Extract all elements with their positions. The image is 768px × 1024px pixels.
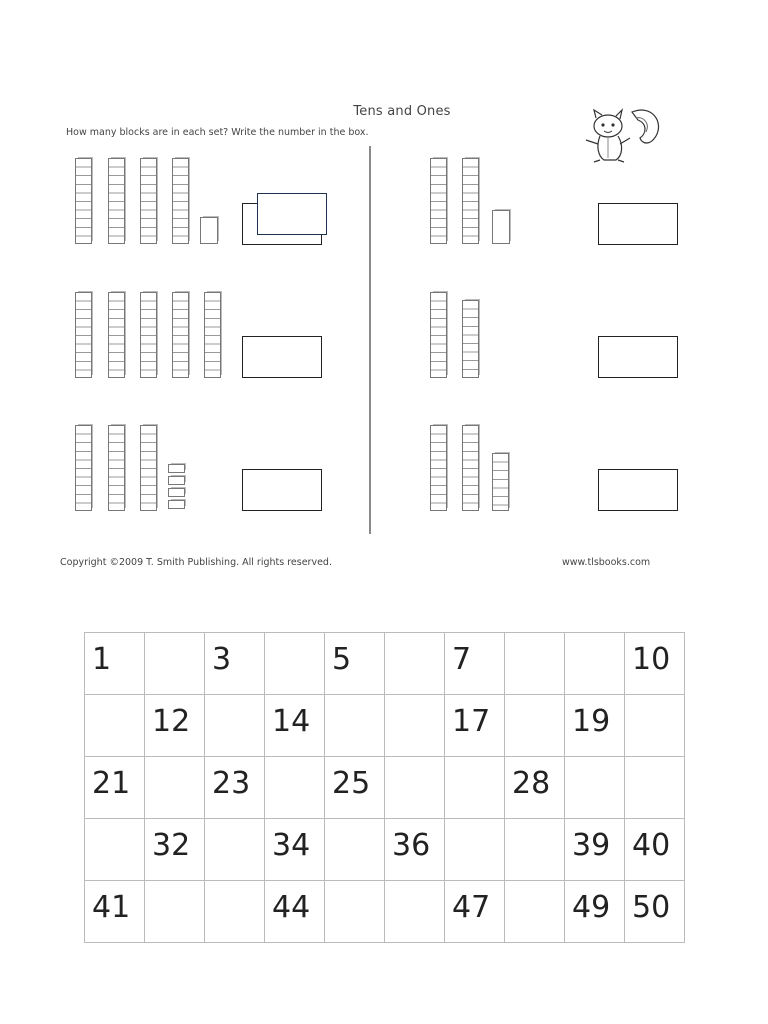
grid-cell[interactable]: 32 [145,819,205,881]
grid-cell[interactable] [505,819,565,881]
tens-rod [430,158,447,244]
grid-cell[interactable]: 7 [445,633,505,695]
ones-cube [168,464,185,473]
grid-cell[interactable] [505,881,565,943]
ones-cube [168,500,185,509]
grid-row [85,881,685,943]
answer-box-right-3[interactable] [598,469,678,511]
grid-cell[interactable]: 5 [325,633,385,695]
grid-cell[interactable]: 40 [625,819,685,881]
grid-cell[interactable]: 1 [85,633,145,695]
grid-cell[interactable] [265,757,325,819]
grid-cell[interactable] [625,695,685,757]
column-divider [369,146,371,534]
grid-cell[interactable]: 28 [505,757,565,819]
grid-cell[interactable]: 19 [565,695,625,757]
tens-rod [172,158,189,244]
grid-cell[interactable]: 50 [625,881,685,943]
grid-cell[interactable]: 21 [85,757,145,819]
tens-rod [172,292,189,378]
grid-cell[interactable] [445,819,505,881]
tens-rod [75,158,92,244]
answer-box-right-1[interactable] [598,203,678,245]
grid-cell[interactable] [565,633,625,695]
grid-cell[interactable]: 47 [445,881,505,943]
grid-cell[interactable] [205,881,265,943]
ones-cube [200,217,218,244]
copyright-notice: Copyright ©2009 T. Smith Publishing. All rights reserved. [60,557,332,568]
worksheet-instructions: How many blocks are in each set? Write the number in the box. [66,127,369,138]
grid-cell[interactable] [505,633,565,695]
tens-rod [204,292,221,378]
tens-rod [462,158,479,244]
grid-cell[interactable] [205,819,265,881]
grid-row [85,819,685,881]
ones-cube [168,488,185,497]
grid-cell[interactable] [205,695,265,757]
grid-cell[interactable] [385,633,445,695]
grid-cell[interactable] [85,819,145,881]
answer-box-right-2[interactable] [598,336,678,378]
grid-cell[interactable] [385,881,445,943]
tens-rod [430,292,447,378]
grid-cell[interactable] [565,757,625,819]
grid-cell[interactable] [385,695,445,757]
tens-rod [108,292,125,378]
grid-cell[interactable] [325,819,385,881]
grid-cell[interactable]: 23 [205,757,265,819]
tens-rod [75,425,92,511]
grid-cell[interactable]: 39 [565,819,625,881]
grid-cell[interactable]: 36 [385,819,445,881]
answer-box-left-3[interactable] [242,469,322,511]
grid-cell[interactable] [145,633,205,695]
tens-rod [75,292,92,378]
grid-cell[interactable]: 17 [445,695,505,757]
grid-row [85,633,685,695]
worksheet-title: Tens and Ones [353,104,451,119]
grid-cell[interactable] [325,695,385,757]
number-grid [84,632,685,943]
grid-cell[interactable] [265,633,325,695]
grid-cell[interactable] [325,881,385,943]
tens-rod [492,453,509,511]
tens-rod [430,425,447,511]
website-link[interactable]: www.tlsbooks.com [562,557,651,568]
grid-cell[interactable]: 25 [325,757,385,819]
grid-cell[interactable]: 14 [265,695,325,757]
grid-cell[interactable]: 12 [145,695,205,757]
grid-cell[interactable]: 44 [265,881,325,943]
grid-cell[interactable] [385,757,445,819]
grid-row [85,695,685,757]
grid-cell[interactable] [145,757,205,819]
tens-rod [462,425,479,511]
tens-rod [140,158,157,244]
tens-rod [140,292,157,378]
ones-cube [168,476,185,485]
grid-cell[interactable] [505,695,565,757]
answer-box-left-2[interactable] [242,336,322,378]
tens-rod [108,425,125,511]
tens-rod [108,158,125,244]
grid-cell[interactable]: 49 [565,881,625,943]
tens-rod [140,425,157,511]
grid-cell[interactable] [445,757,505,819]
answer-box-left-1[interactable] [257,193,327,235]
grid-row [85,757,685,819]
grid-cell[interactable] [85,695,145,757]
skunk-mascot-icon [572,104,664,164]
grid-cell[interactable] [145,881,205,943]
grid-cell[interactable] [625,757,685,819]
grid-cell[interactable]: 3 [205,633,265,695]
grid-cell[interactable]: 41 [85,881,145,943]
grid-cell[interactable]: 34 [265,819,325,881]
grid-cell[interactable]: 10 [625,633,685,695]
ones-cube [492,210,510,244]
tens-rod [462,300,479,378]
